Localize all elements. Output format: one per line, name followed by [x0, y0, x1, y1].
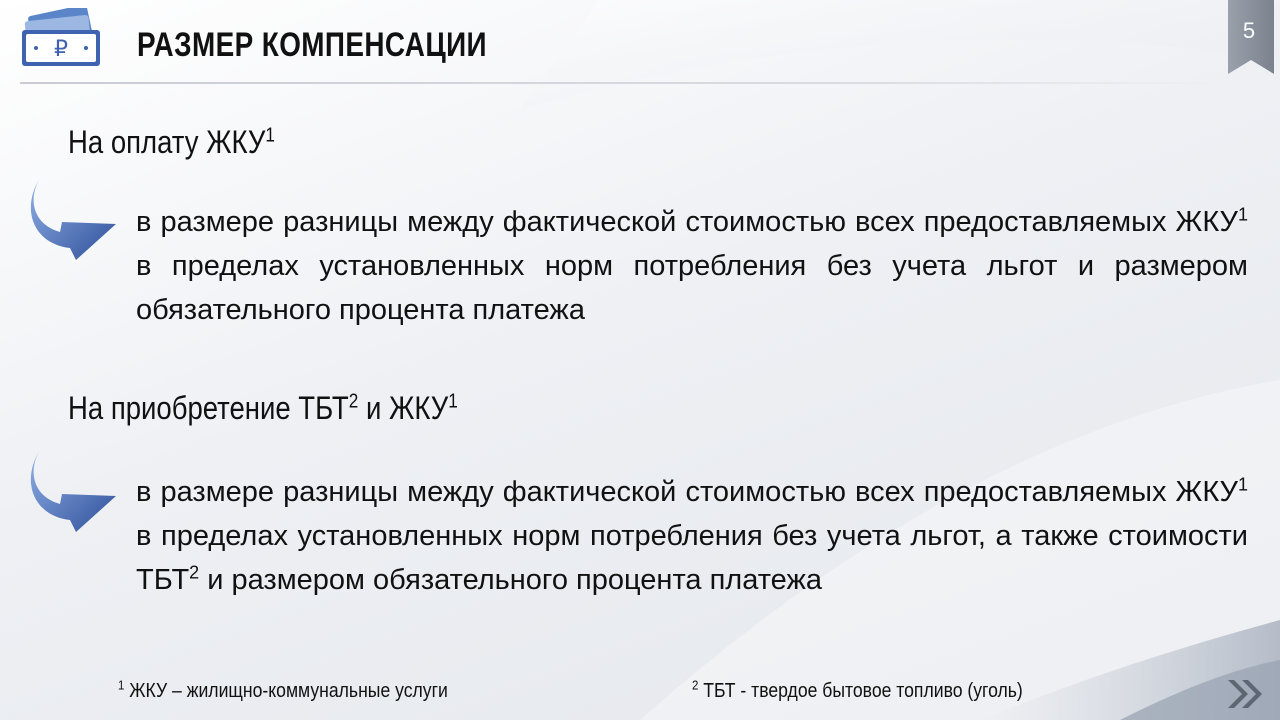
footnote-jku [118, 677, 448, 703]
section-text-part: и размером обязательного процента платежа [199, 564, 822, 596]
footnote-marker: 2 [348, 390, 359, 413]
section-title-jku [68, 124, 275, 161]
footnote-marker: 1 [1237, 204, 1248, 225]
header-divider [20, 82, 1230, 84]
next-slide-button[interactable] [1224, 676, 1268, 712]
footnote-marker: 2 [692, 677, 699, 693]
curved-arrow-icon [26, 446, 118, 538]
footnote-marker: 2 [189, 562, 200, 583]
page-title: РАЗМЕР КОМПЕНСАЦИИ [137, 26, 487, 64]
curved-arrow-icon [26, 174, 118, 266]
section-text-part: в размере разницы между фактической стоимостью всех предоставляемых ЖКУ [136, 476, 1238, 508]
section-title-text: На оплату ЖКУ [68, 124, 266, 160]
footnote-tbt [692, 677, 1023, 703]
footnote-marker: 1 [265, 124, 275, 147]
footnote-marker: 1 [118, 677, 125, 693]
section-text-tbt [136, 470, 1248, 602]
double-chevron-icon [1228, 680, 1262, 708]
section-text-jku [136, 200, 1248, 332]
page-number: 5 [1242, 18, 1256, 43]
section-title-text: и ЖКУ [358, 390, 449, 426]
footnote-marker: 1 [448, 390, 458, 413]
ruble-symbol: ₽ [54, 37, 68, 62]
section-text-part: в пределах установленных норм потребления без учета льгот, а также стоимости ТБТ [136, 520, 1248, 596]
section-title-text: На приобретение ТБТ [68, 390, 349, 426]
section-text-part: в пределах установленных норм потребления без учета льгот и размером обязательного процента платежа [136, 250, 1248, 326]
footnote-text: ТБТ - твердое бытовое топливо (уголь) [698, 680, 1023, 702]
footnote-marker: 1 [1237, 474, 1248, 495]
ruble-logo-icon [18, 8, 104, 68]
footnote-text: ЖКУ – жилищно-коммунальные услуги [124, 680, 448, 702]
section-title-tbt [68, 390, 458, 427]
section-text-part: в размере разницы между фактической стоимостью всех предоставляемых ЖКУ [136, 206, 1238, 238]
